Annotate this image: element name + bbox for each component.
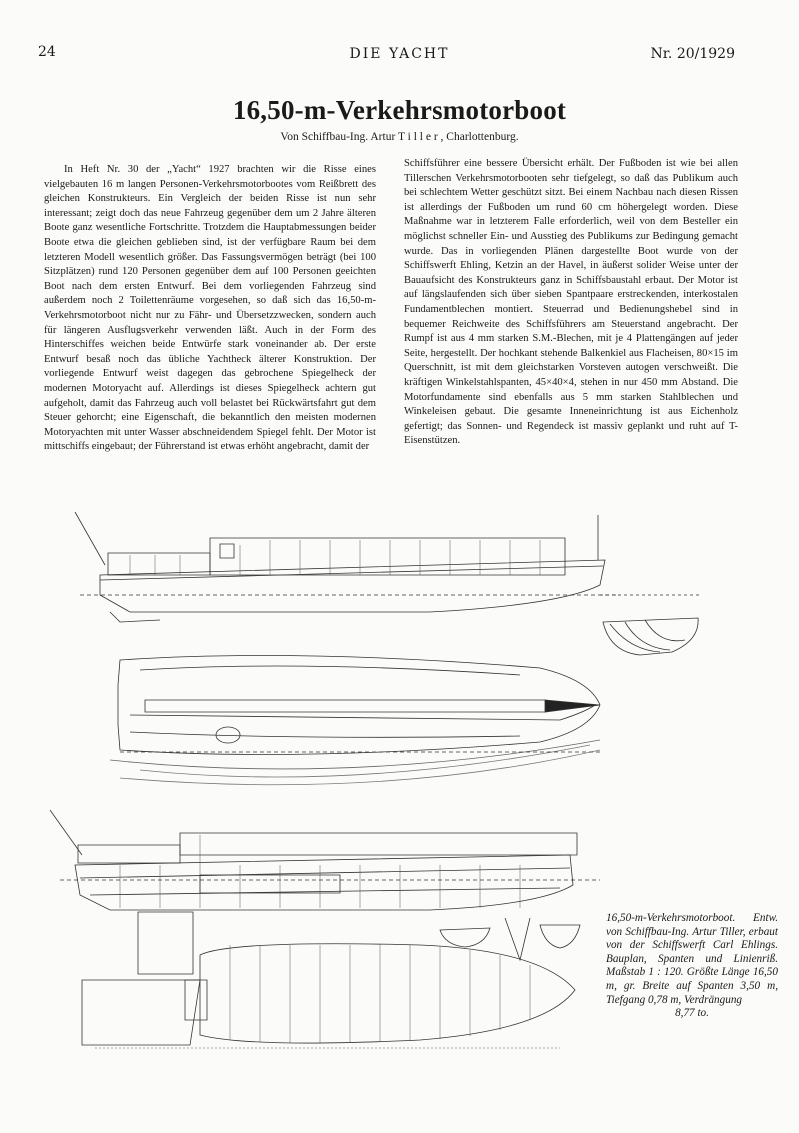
article-title: 16,50-m-Verkehrsmotorboot [232,95,567,125]
paragraph: Schiffsführer eine bessere Übersicht erhält. Der Fußboden ist wie bei allen Tillerschen Verkehrsmotorbooten sehr tiefgelegt, so daß das Publikum auch bei schlechtem Wetter geschützt sitzt. Bei einem Nachbau nach diesen Rissen ist allerdings der Fußboden um rund 60 cm höhergelegt worden. Diese Maßnahme war in letzterem Falle erforderlich, weil von dem Besteller ein möglichst schneller Ein- und Ausstieg des Publikums zur Bedingung gemacht wurde. Das in vorliegenden Plänen dargestellte Boot wurde von der Schiffswerft Ehling, Ketzin an der Havel, in äußerst solider Weise unter der Bauaufsicht des Konstrukteurs ganz in Schiffsbaustahl erbaut. Der Motor ist auf längslaufenden sich über sieben Spantpaare erstreckenden, interkostalen Fundamentblechen montiert. Steuerrad und Bedienungshebel sind in bequemer Reichweite des Schiffsführers am Steuerstand angebracht. Der Rumpf ist aus 4 mm starken S.M.-Blechen, mit je 4 Plattengängen auf jeder Seite, hergestellt. Der hochkant stehende Balkenkiel aus Flacheisen, 80×15 im Querschnitt, ist mit dem gleichstarken Vorsteven autogen verschweißt. Die kräftigen Winkelstahlspanten, 45×40×4, stehen in nur 450 mm Abstand. Die Motorfundamente sind ebenfalls aus 5 mm starken Stahlblechen und Winkeleisen gebaut. Die gesamte Inneneinrichtung ist aus Eichenholz gefertigt; das Sonnen- und Regendeck ist massiv geplankt und ruht auf T-Eisenstützen. [404,158,738,447]
text-column-right [404,157,738,449]
profile-drawing-top [75,512,620,622]
longitudinal-section-drawing [50,810,600,910]
text-column-left [44,163,376,455]
lines-plan-drawing [82,912,580,1048]
issue-number: Nr. 20/1929 [650,46,735,62]
journal-title: DIE YACHT [349,46,450,62]
caption-text: 16,50-m-Verkehrsmotorboot. Entw. von Schiffbau-Ing. Artur Tiller, erbaut von der Schiffswerft Carl Ehlings. Bauplan, Spanten und Linienriß. Maßstab 1 : 120. Größte Länge 16,50 m, gr. Breite auf Spanten 3,50 m, Tiefgang 0,78 m, Verdrängung [606,912,778,1006]
page-number: 24 [38,44,56,60]
body-plan-section [600,595,700,655]
plan-view-drawing [110,656,600,785]
article-byline: Von Schiffbau-Ing. Artur T i l l e r , Charlottenburg. [280,131,519,143]
caption-displacement: 8,77 to. [675,1007,709,1020]
paragraph: In Heft Nr. 30 der „Yacht“ 1927 brachten wir die Risse eines vielgebauten 16 m langen Personen-Verkehrsmotorbootes vom Reißbrett des gleichen Konstrukteurs. Ein Vergleich der beiden Risse ist nun sehr interessant; zeigt doch das neue Fahrzeug gegenüber dem um 2 Jahre älteren Boote ganz wesentliche Fortschritte. Trotzdem die Hauptabmessungen beider Boote etwa die gleichen geblieben sind, ist der verfügbare Raum bei dem letzteren Modell wesentlich größer. Das Fassungsvermögen beträgt (bei 100 Sitzplätzen) rund 120 Personen gegenüber dem auf 100 Personen geeichten Boot nach dem ersten Entwurf. Bei dem vorliegenden Fahrzeug sind außerdem noch 2 Toilettenräume vorgesehen, so daß sich das 16,50-m-Verkehrsmotorboot nicht nur zu Fähr- und Übersetzzwecken, sondern auch für längeren Ausflugsverkehr verwenden läßt. Auch in der Form des Hinterschiffes weichen beide Entwürfe stark voneinander ab. Der erste Entwurf besaß noch das übliche Yachtheck älterer Konstruktion. Der vorliegende Entwurf weist dagegen das gebrochene Spiegelheck der modernen Motoryacht auf. Allerdings ist dieses Spiegelheck achtern gut aufgeholt, damit das Fahrzeug auch voll belastet bei Rückwärtsfahrt gut dem Steuer gehorcht; eine Eigenschaft, die bekanntlich den meisten modernen Motoryachten mit unter Wasser abschneidendem Spiegel fehlt. Der Motor ist mittschiffs eingebaut; der Führerstand ist etwas erhöht angebracht, damit der [44,164,376,453]
figure-caption [606,912,778,1021]
